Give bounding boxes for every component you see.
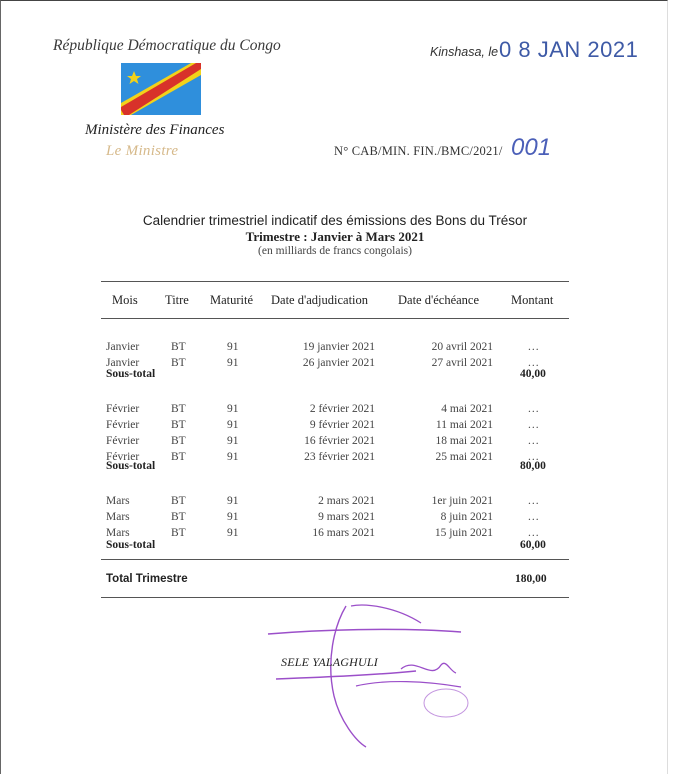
cell-mois: Février	[106, 451, 140, 463]
document-title: Calendrier trimestriel indicatif des émissions des Bons du Trésor	[142, 213, 528, 228]
cell-echeance: 1er juin 2021	[431, 495, 493, 507]
cell-adjudication: 2 février 2021	[309, 403, 375, 415]
cell-mois: Janvier	[106, 357, 140, 369]
col-header-titre: Titre	[165, 293, 189, 307]
place-label: Kinshasa, le	[430, 45, 499, 59]
total-label: Total Trimestre	[106, 573, 188, 585]
cell-mois: Février	[106, 435, 140, 447]
cell-titre: BT	[171, 419, 186, 431]
cell-echeance: 8 juin 2021	[440, 511, 493, 523]
cell-echeance: 25 mai 2021	[435, 451, 493, 463]
republic-heading: République Démocratique du Congo	[53, 37, 281, 54]
cell-maturite: 91	[227, 357, 239, 369]
cell-mois: Janvier	[106, 341, 140, 353]
cell-montant: ...	[528, 403, 540, 415]
cell-montant: ...	[528, 435, 540, 447]
reference-prefix: N° CAB/MIN. FIN./BMC/2021/	[334, 144, 503, 158]
cell-montant: ...	[528, 357, 540, 369]
cell-titre: BT	[171, 403, 186, 415]
cell-echeance: 27 avril 2021	[431, 357, 493, 369]
signature-mark	[256, 601, 496, 751]
minister-title: Le Ministre	[106, 143, 179, 159]
cell-maturite: 91	[227, 451, 239, 463]
table-bottom-rule	[101, 597, 569, 598]
cell-titre: BT	[171, 451, 186, 463]
subtotal-value: 40,00	[520, 368, 546, 380]
cell-titre: BT	[171, 357, 186, 369]
reference-number: 001	[511, 134, 552, 161]
cell-mois: Février	[106, 403, 140, 415]
cell-echeance: 11 mai 2021	[435, 419, 493, 431]
cell-adjudication: 16 mars 2021	[312, 527, 375, 539]
col-header-echeance: Date d'échéance	[398, 293, 480, 307]
cell-echeance: 20 avril 2021	[431, 341, 493, 353]
cell-montant: ...	[528, 511, 540, 523]
subtotal-label: Sous-total	[106, 460, 156, 472]
ministry-name: Ministère des Finances	[85, 122, 225, 138]
cell-maturite: 91	[227, 495, 239, 507]
subtotal-value: 80,00	[520, 460, 546, 472]
cell-adjudication: 23 février 2021	[304, 451, 375, 463]
cell-echeance: 18 mai 2021	[435, 435, 493, 447]
drc-flag-icon	[121, 63, 201, 115]
cell-montant: ...	[528, 495, 540, 507]
document-subtitle: Trimestre : Janvier à Mars 2021	[245, 229, 425, 244]
cell-titre: BT	[171, 341, 186, 353]
cell-titre: BT	[171, 527, 186, 539]
subtotal-label: Sous-total	[106, 539, 156, 551]
table-header-rule	[101, 318, 569, 319]
cell-adjudication: 2 mars 2021	[318, 495, 375, 507]
col-header-montant: Montant	[511, 293, 554, 307]
subtotal-label: Sous-total	[106, 368, 156, 380]
cell-adjudication: 16 février 2021	[304, 435, 375, 447]
signatory-name: SELE YALAGHULI	[281, 655, 378, 669]
cell-montant: ...	[528, 341, 540, 353]
cell-adjudication: 9 mars 2021	[318, 511, 375, 523]
cell-adjudication: 19 janvier 2021	[302, 341, 375, 353]
cell-maturite: 91	[227, 403, 239, 415]
total-top-rule	[101, 559, 569, 560]
cell-mois: Mars	[106, 495, 130, 507]
cell-maturite: 91	[227, 341, 239, 353]
unit-note: (en milliards de francs congolais)	[258, 245, 412, 257]
total-value: 180,00	[515, 573, 547, 585]
cell-titre: BT	[171, 511, 186, 523]
col-header-adjudication: Date d'adjudication	[271, 293, 369, 307]
cell-mois: Mars	[106, 527, 130, 539]
col-header-mois: Mois	[112, 293, 138, 307]
cell-montant: ...	[528, 451, 540, 463]
date-stamp: 0 8 JAN 2021	[499, 37, 639, 62]
cell-mois: Février	[106, 419, 140, 431]
cell-maturite: 91	[227, 435, 239, 447]
subtotal-value: 60,00	[520, 539, 546, 551]
cell-mois: Mars	[106, 511, 130, 523]
cell-echeance: 4 mai 2021	[441, 403, 493, 415]
cell-adjudication: 9 février 2021	[309, 419, 375, 431]
cell-montant: ...	[528, 527, 540, 539]
cell-maturite: 91	[227, 419, 239, 431]
cell-montant: ...	[528, 419, 540, 431]
table-top-rule	[101, 281, 569, 282]
cell-adjudication: 26 janvier 2021	[302, 357, 375, 369]
cell-maturite: 91	[227, 511, 239, 523]
cell-maturite: 91	[227, 527, 239, 539]
cell-titre: BT	[171, 435, 186, 447]
cell-titre: BT	[171, 495, 186, 507]
col-header-maturite: Maturité	[210, 293, 254, 307]
cell-echeance: 15 juin 2021	[434, 527, 493, 539]
